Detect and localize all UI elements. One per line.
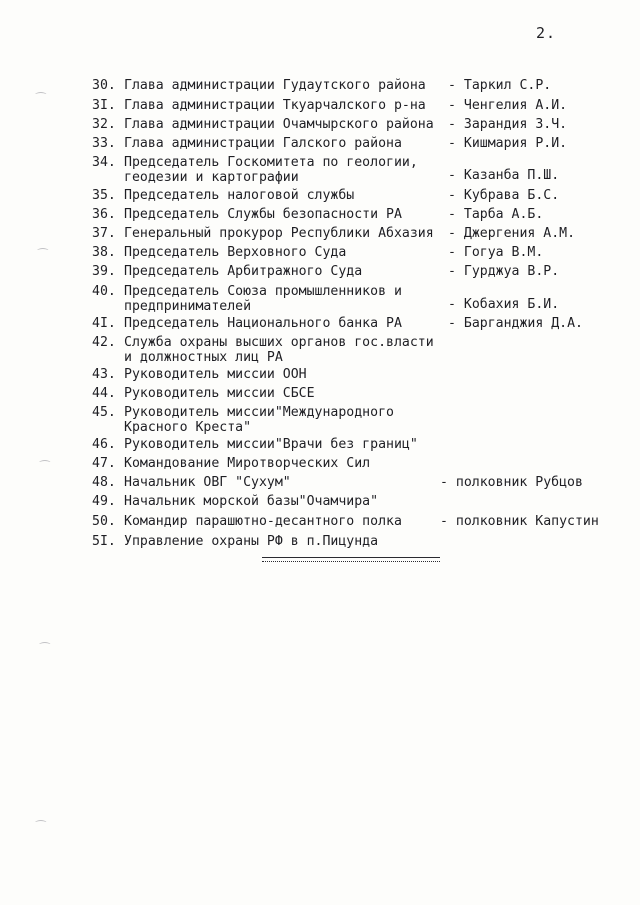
entry-number: 3I. <box>92 98 116 113</box>
margin-mark: ⁔ <box>38 236 48 250</box>
entry-number: 4I. <box>92 316 116 331</box>
entry-title: Генеральный прокурор Республики Абхазия <box>124 226 434 241</box>
entry-title: Управление охраны РФ в п.Пицунда <box>124 534 379 549</box>
entry-title: Руководитель миссии ООН <box>124 367 307 382</box>
entry-person: - Ченгелия А.И. <box>448 98 568 113</box>
closing-rule <box>262 557 440 562</box>
entry-title: Командир парашютно-десантного полка <box>124 514 402 529</box>
entry-title: Служба охраны высших органов гос.власти и должностных лиц РА <box>124 335 434 365</box>
entry-person: - полковник Рубцов <box>440 475 583 490</box>
entry-number: 32. <box>92 117 116 132</box>
entry-number: 46. <box>92 437 116 452</box>
entry-title: Председатель Верховного Суда <box>124 245 347 260</box>
entry-title: Глава администрации Очамчырского района <box>124 117 434 132</box>
entry-number: 33. <box>92 136 116 151</box>
entry-title: Председатель Национального банка РА <box>124 316 402 331</box>
entry-number: 48. <box>92 475 116 490</box>
entry-person: - Таркил С.Р. <box>448 78 552 93</box>
entry-title: Председатель Службы безопасности РА <box>124 207 402 222</box>
entry-title: Глава администрации Гудаутского района <box>124 78 426 93</box>
entry-title: Председатель Госкомитета по геологии, геодезии и картографии <box>124 155 418 185</box>
margin-mark: ⁔ <box>40 448 50 462</box>
entry-title: Командование Миротворческих Сил <box>124 456 371 471</box>
entry-title: Председатель Союза промышленников и предпринимателей <box>124 284 402 314</box>
margin-mark: ⁔ <box>40 630 50 644</box>
entry-number: 49. <box>92 494 116 509</box>
entry-title: Руководитель миссии"Врачи без границ" <box>124 437 418 452</box>
entry-person: - Тарба А.Б. <box>448 207 544 222</box>
entry-person: - полковник Капустин <box>440 514 599 529</box>
entry-person: - Джергения А.М. <box>448 226 576 241</box>
entry-person: - Зарандия З.Ч. <box>448 117 568 132</box>
entry-number: 47. <box>92 456 116 471</box>
entry-number: 45. <box>92 405 116 420</box>
page-number: 2. <box>536 24 557 42</box>
entry-title: Глава администрации Ткуарчалского р-на <box>124 98 426 113</box>
entry-number: 40. <box>92 284 116 299</box>
entry-person: - Барганджия Д.А. <box>448 316 583 331</box>
entry-number: 35. <box>92 188 116 203</box>
entry-number: 42. <box>92 335 116 350</box>
entry-person: - Гурджуа В.Р. <box>448 264 560 279</box>
entry-number: 5I. <box>92 534 116 549</box>
entry-title: Руководитель миссии СБСЕ <box>124 386 315 401</box>
entry-number: 36. <box>92 207 116 222</box>
entry-number: 39. <box>92 264 116 279</box>
entry-title: Глава администрации Галского района <box>124 136 402 151</box>
entry-number: 30. <box>92 78 116 93</box>
entry-number: 37. <box>92 226 116 241</box>
entry-number: 43. <box>92 367 116 382</box>
margin-mark: ⁔ <box>36 80 46 94</box>
entry-person: - Кобахия Б.И. <box>448 297 560 312</box>
entry-number: 44. <box>92 386 116 401</box>
entry-person: - Кубрава Б.С. <box>448 188 560 203</box>
entry-title: Председатель Арбитражного Суда <box>124 264 363 279</box>
entry-person: - Кишмария Р.И. <box>448 136 568 151</box>
entry-person: - Гогуа В.М. <box>448 245 544 260</box>
entry-title: Начальник ОВГ "Сухум" <box>124 475 291 490</box>
entry-number: 50. <box>92 514 116 529</box>
entry-number: 38. <box>92 245 116 260</box>
margin-mark: ⁔ <box>36 808 46 822</box>
entry-title: Руководитель миссии"Международного Красного Креста" <box>124 405 394 435</box>
entry-number: 34. <box>92 155 116 170</box>
entry-title: Председатель налоговой службы <box>124 188 355 203</box>
entry-title: Начальник морской базы"Очамчира" <box>124 494 379 509</box>
entry-person: - Казанба П.Ш. <box>448 168 560 183</box>
